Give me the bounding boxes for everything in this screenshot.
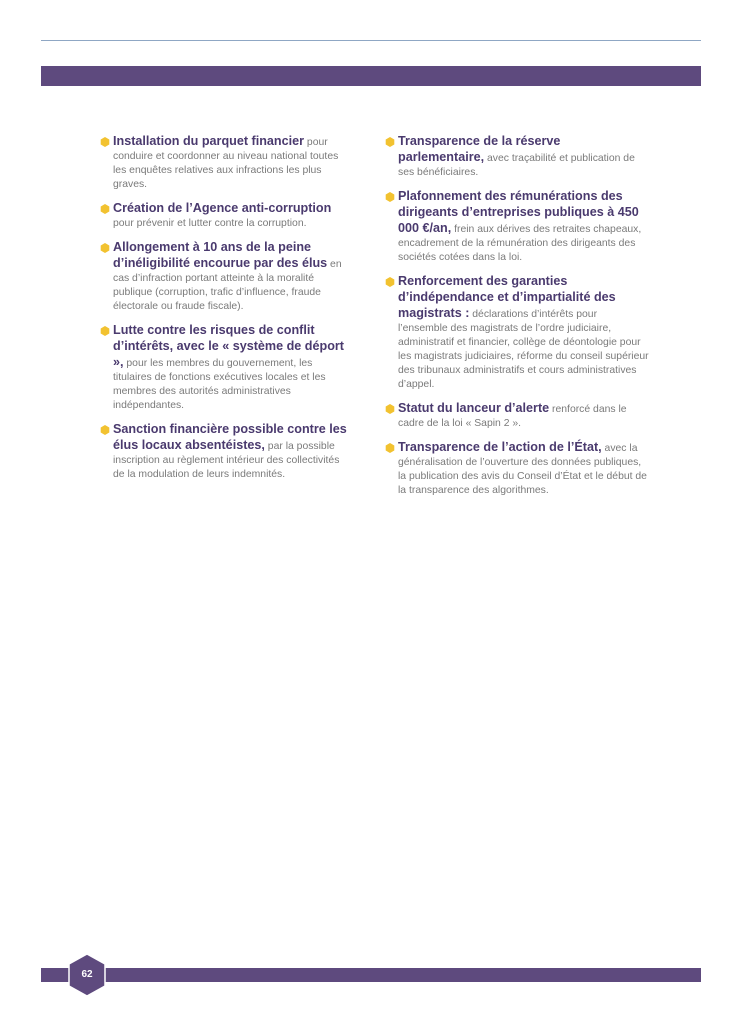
footer-band <box>98 968 701 982</box>
list-item <box>385 440 649 498</box>
item-description: avec traçabilité et publication de ses bénéficiaires. <box>398 153 635 178</box>
item-title: Transparence de l’action de l’État, <box>398 440 602 454</box>
hexagon-bullet-icon <box>385 443 395 453</box>
left-column <box>100 134 350 491</box>
item-title: Statut du lanceur d’alerte <box>398 401 550 415</box>
list-item <box>385 189 649 265</box>
item-description: par la possible inscription au règlement intérieur des collectivités de la modulation de leurs indemnités. <box>113 441 340 480</box>
list-item <box>100 323 350 413</box>
list-item <box>385 274 649 392</box>
top-rule <box>41 40 701 41</box>
item-title: Allongement à 10 ans de la peine d’inéligibilité encourue par des élus <box>113 240 328 270</box>
list-item <box>385 401 649 431</box>
hexagon-bullet-icon <box>100 204 110 214</box>
hexagon-bullet-icon <box>100 425 110 435</box>
item-title: Transparence de la réserve parlementaire, <box>398 134 561 164</box>
hexagon-bullet-icon <box>100 243 110 253</box>
item-description: en cas d’infraction portant atteinte à la moralité publique (corruption, trafic d’influence, fraude électorale ou fraude fiscale). <box>113 259 342 312</box>
list-item <box>385 134 649 180</box>
list-item <box>100 201 350 231</box>
page-number-badge <box>68 954 106 998</box>
item-description: avec la généralisation de l’ouverture des données publiques, la publication des avis du Conseil d’État et le début de la transparence des algorithmes. <box>398 443 647 496</box>
item-title: Renforcement des garanties d’indépendance et d’impartialité des magistrats : <box>398 274 616 320</box>
hexagon-bullet-icon <box>385 137 395 147</box>
item-title: Création de l’Agence anti-corruption <box>113 201 332 215</box>
hexagon-bullet-icon <box>385 277 395 287</box>
item-title: Installation du parquet financier <box>113 134 305 148</box>
header-band <box>41 66 701 86</box>
right-column <box>385 134 649 507</box>
list-item <box>100 134 350 192</box>
item-description: pour les membres du gouvernement, les titulaires de fonctions exécutives locales et les membres des autorités administratives indépendantes. <box>113 358 326 411</box>
page-number: 62 <box>81 969 93 980</box>
item-title: Lutte contre les risques de conflit d’intérêts, avec le « système de déport », <box>113 323 344 369</box>
item-description: pour conduire et coordonner au niveau national toutes les enquêtes relatives aux infractions les plus graves. <box>113 137 339 190</box>
hexagon-bullet-icon <box>100 326 110 336</box>
item-description: frein aux dérives des retraites chapeaux, encadrement de la rémunération des dirigeants des sociétés cotées dans la loi. <box>398 224 642 263</box>
list-item <box>100 240 350 314</box>
list-item <box>100 422 350 482</box>
hexagon-bullet-icon <box>100 137 110 147</box>
item-description: renforcé dans le cadre de la loi « Sapin 2 ». <box>398 404 627 429</box>
item-description: pour prévenir et lutter contre la corruption. <box>113 218 307 229</box>
hexagon-bullet-icon <box>385 192 395 202</box>
hexagon-bullet-icon <box>385 404 395 414</box>
item-title: Plafonnement des rémunérations des dirigeants d’entreprises publiques à 450 000 €/an, <box>398 189 639 235</box>
item-title: Sanction financière possible contre les élus locaux absentéistes, <box>113 422 347 452</box>
item-description: déclarations d’intérêts pour l’ensemble des magistrats de l’ordre judiciaire, administratif et financier, collège de déontologie pour les magistrats judiciaires, réforme du conseil supérieur des tribunaux administratifs et cours administratives d’appel. <box>398 309 649 390</box>
footer-band-left <box>41 968 69 982</box>
